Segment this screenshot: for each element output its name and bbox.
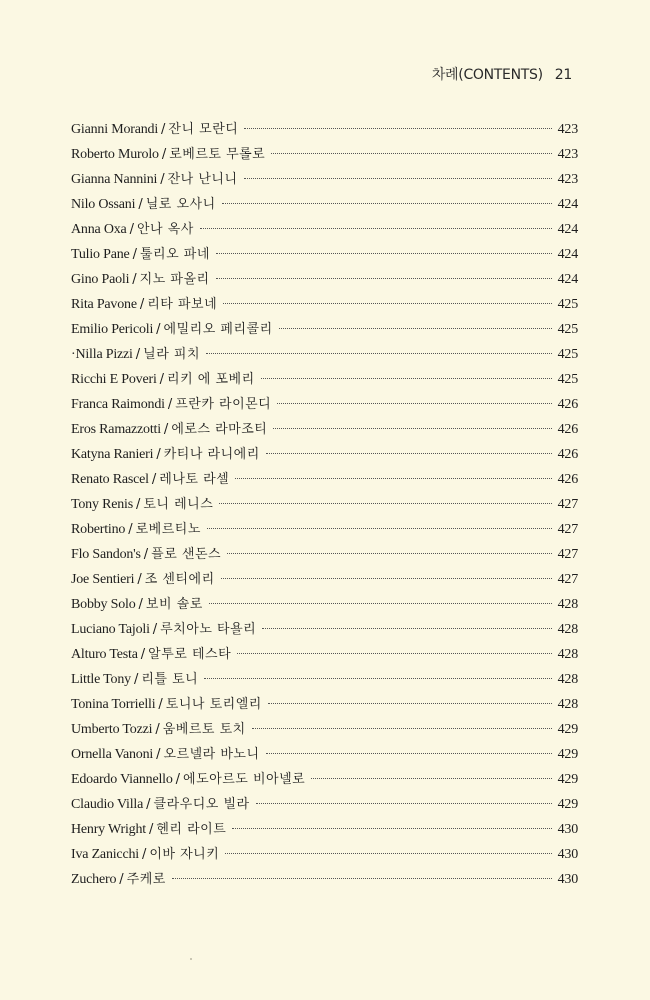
entry-page-number: 424 xyxy=(557,197,578,212)
entry-separator: / xyxy=(152,622,158,637)
entry-korean-name: 토니나 토리엘리 xyxy=(165,697,262,712)
entry-separator: / xyxy=(135,497,141,512)
entry-separator: / xyxy=(141,847,147,862)
entry-name: Renato Rascel xyxy=(71,472,149,487)
dot-leader xyxy=(262,628,552,629)
entry-korean-name: 에도아르도 비아넬로 xyxy=(183,772,306,787)
entry-separator: / xyxy=(138,197,143,212)
dot-leader xyxy=(216,253,552,254)
toc-entry xyxy=(71,267,578,292)
toc-entry xyxy=(71,792,578,817)
entry-page-number: 430 xyxy=(557,822,578,837)
entry-separator: / xyxy=(161,122,166,137)
toc-entry xyxy=(71,542,578,567)
entry-name: Franca Raimondi xyxy=(71,397,165,412)
entry-separator: / xyxy=(132,247,137,262)
entry-korean-name: 헨리 라이트 xyxy=(156,822,227,837)
toc-entry xyxy=(71,517,578,542)
entry-korean-name: 에로스 라마조티 xyxy=(171,422,268,437)
entry-korean-name: 잔나 난니니 xyxy=(167,172,238,187)
entry-separator: / xyxy=(148,822,154,837)
entry-korean-name: 지노 파올리 xyxy=(139,272,210,287)
entry-name: Robertino xyxy=(71,522,126,537)
paper-speck xyxy=(190,958,192,960)
dot-leader xyxy=(223,303,552,304)
toc-entry xyxy=(71,692,578,717)
entry-name: Umberto Tozzi xyxy=(71,722,153,737)
entry-separator: / xyxy=(132,272,137,287)
dot-leader xyxy=(268,703,552,704)
toc-entry xyxy=(71,467,578,492)
dot-leader xyxy=(261,378,552,379)
entry-separator: / xyxy=(138,597,143,612)
toc-entry xyxy=(71,667,578,692)
toc-entry xyxy=(71,842,578,867)
toc-entry xyxy=(71,292,578,317)
dot-leader xyxy=(209,603,552,604)
dot-leader xyxy=(221,578,552,579)
entry-korean-name: 토니 레니스 xyxy=(143,497,214,512)
table-of-contents xyxy=(71,117,578,892)
toc-entry xyxy=(71,167,578,192)
entry-page-number: 427 xyxy=(557,522,578,537)
entry-korean-name: 움베르토 토치 xyxy=(162,722,246,737)
entry-korean-name: 알투로 테스타 xyxy=(148,647,232,662)
entry-korean-name: 리틀 토니 xyxy=(141,672,199,687)
entry-name: Alturo Testa xyxy=(71,647,138,662)
entry-name: Luciano Tajoli xyxy=(71,622,150,637)
entry-korean-name: 클라우디오 빌라 xyxy=(153,797,250,812)
entry-name: Bobby Solo xyxy=(71,597,136,612)
entry-korean-name: 닐로 오사니 xyxy=(145,197,216,212)
entry-name: Gianna Nannini xyxy=(71,172,158,187)
dot-leader xyxy=(277,403,552,404)
entry-korean-name: 에밀리오 페리콜리 xyxy=(163,322,273,337)
entry-korean-name: 카티나 라니에리 xyxy=(163,447,260,462)
entry-separator: / xyxy=(163,422,169,437)
toc-entry xyxy=(71,392,578,417)
entry-page-number: 423 xyxy=(557,147,578,162)
dot-leader xyxy=(235,478,552,479)
entry-separator: / xyxy=(140,647,146,662)
toc-entry xyxy=(71,817,578,842)
entry-name: Anna Oxa xyxy=(71,222,127,237)
entry-separator: / xyxy=(158,697,163,712)
toc-entry xyxy=(71,492,578,517)
entry-name: Gianni Morandi xyxy=(71,122,159,137)
entry-page-number: 429 xyxy=(557,797,578,812)
entry-separator: / xyxy=(175,772,181,787)
dot-leader xyxy=(216,278,552,279)
toc-entry xyxy=(71,242,578,267)
entry-page-number: 429 xyxy=(557,772,578,787)
entry-page-number: 425 xyxy=(557,322,578,337)
entry-page-number: 428 xyxy=(557,672,578,687)
entry-korean-name: 툴리오 파네 xyxy=(139,247,210,262)
entry-korean-name: 이바 자니키 xyxy=(149,847,220,862)
entry-name: Joe Sentieri xyxy=(71,572,135,587)
entry-page-number: 430 xyxy=(557,847,578,862)
entry-korean-name: 리타 파보네 xyxy=(147,297,218,312)
dot-leader xyxy=(207,528,552,529)
entry-name: Edoardo Viannello xyxy=(71,772,173,787)
entry-page-number: 425 xyxy=(557,297,578,312)
dot-leader xyxy=(204,678,552,679)
entry-page-number: 427 xyxy=(557,497,578,512)
entry-separator: / xyxy=(143,547,149,562)
entry-name: Nilo Ossani xyxy=(71,197,136,212)
entry-separator: / xyxy=(156,747,161,762)
entry-name: Claudio Villa xyxy=(71,797,144,812)
dot-leader xyxy=(237,653,552,654)
entry-name: Ornella Vanoni xyxy=(71,747,154,762)
entry-page-number: 428 xyxy=(557,622,578,637)
entry-name: Rita Pavone xyxy=(71,297,137,312)
dot-leader xyxy=(256,803,552,804)
toc-entry xyxy=(71,867,578,892)
dot-leader xyxy=(232,828,552,829)
dot-leader xyxy=(311,778,552,779)
entry-korean-name: 리키 에 포베리 xyxy=(167,372,255,387)
entry-separator: / xyxy=(128,522,133,537)
entry-name: Henry Wright xyxy=(71,822,146,837)
dot-leader xyxy=(225,853,552,854)
toc-entry xyxy=(71,192,578,217)
entry-separator: / xyxy=(155,722,160,737)
entry-page-number: 423 xyxy=(557,172,578,187)
entry-separator: / xyxy=(167,397,173,412)
section-title: 차례(CONTENTS) xyxy=(431,67,543,83)
entry-page-number: 424 xyxy=(557,272,578,287)
entry-page-number: 426 xyxy=(557,447,578,462)
entry-page-number: 428 xyxy=(557,697,578,712)
dot-leader xyxy=(266,453,552,454)
toc-entry xyxy=(71,142,578,167)
entry-separator: / xyxy=(160,172,165,187)
dot-leader xyxy=(279,328,552,329)
toc-entry xyxy=(71,442,578,467)
entry-separator: / xyxy=(146,797,151,812)
entry-page-number: 428 xyxy=(557,597,578,612)
entry-separator: / xyxy=(129,222,134,237)
running-header xyxy=(432,64,572,84)
entry-name: Tulio Pane xyxy=(71,247,130,262)
toc-entry xyxy=(71,342,578,367)
entry-name: Gino Paoli xyxy=(71,272,130,287)
entry-name: Flo Sandon's xyxy=(71,547,141,562)
entry-page-number: 426 xyxy=(557,397,578,412)
entry-name: Zuchero xyxy=(71,872,117,887)
dot-leader xyxy=(206,353,552,354)
entry-page-number: 424 xyxy=(557,222,578,237)
toc-entry xyxy=(71,717,578,742)
toc-entry xyxy=(71,617,578,642)
entry-separator: / xyxy=(161,147,167,162)
entry-korean-name: 로베르토 무롤로 xyxy=(169,147,266,162)
dot-leader xyxy=(252,728,552,729)
dot-leader xyxy=(273,428,552,429)
entry-page-number: 425 xyxy=(557,347,578,362)
dot-leader xyxy=(172,878,552,879)
entry-korean-name: 로베르티노 xyxy=(135,522,201,537)
entry-korean-name: 안나 옥사 xyxy=(136,222,194,237)
entry-page-number: 426 xyxy=(557,422,578,437)
toc-entry xyxy=(71,642,578,667)
entry-korean-name: 닐라 피치 xyxy=(143,347,201,362)
entry-name: ·Nilla Pizzi xyxy=(71,347,133,362)
entry-separator: / xyxy=(159,372,165,387)
page-number: 21 xyxy=(554,67,572,83)
entry-separator: / xyxy=(135,347,141,362)
entry-page-number: 424 xyxy=(557,247,578,262)
entry-korean-name: 프란카 라이몬디 xyxy=(175,397,272,412)
entry-page-number: 429 xyxy=(557,722,578,737)
dot-leader xyxy=(244,178,552,179)
dot-leader xyxy=(222,203,552,204)
dot-leader xyxy=(271,153,552,154)
entry-name: Tony Renis xyxy=(71,497,133,512)
entry-korean-name: 주케로 xyxy=(126,872,166,887)
entry-page-number: 427 xyxy=(557,547,578,562)
entry-separator: / xyxy=(137,572,142,587)
toc-entry xyxy=(71,767,578,792)
entry-name: Roberto Murolo xyxy=(71,147,159,162)
toc-entry xyxy=(71,592,578,617)
dot-leader xyxy=(200,228,552,229)
entry-page-number: 430 xyxy=(557,872,578,887)
entry-name: Ricchi E Poveri xyxy=(71,372,157,387)
dot-leader xyxy=(266,753,552,754)
entry-separator: / xyxy=(156,447,161,462)
toc-entry xyxy=(71,217,578,242)
toc-entry xyxy=(71,367,578,392)
entry-korean-name: 보비 솔로 xyxy=(145,597,203,612)
entry-korean-name: 잔니 모란디 xyxy=(168,122,239,137)
toc-entry xyxy=(71,417,578,442)
dot-leader xyxy=(227,553,552,554)
entry-name: Tonina Torrielli xyxy=(71,697,156,712)
entry-korean-name: 레나토 라셀 xyxy=(159,472,230,487)
entry-name: Emilio Pericoli xyxy=(71,322,154,337)
entry-korean-name: 조 센티에리 xyxy=(144,572,215,587)
toc-entry xyxy=(71,317,578,342)
entry-name: Iva Zanicchi xyxy=(71,847,139,862)
entry-page-number: 427 xyxy=(557,572,578,587)
entry-korean-name: 플로 샌돈스 xyxy=(151,547,222,562)
entry-separator: / xyxy=(139,297,145,312)
entry-separator: / xyxy=(151,472,157,487)
entry-page-number: 429 xyxy=(557,747,578,762)
entry-page-number: 425 xyxy=(557,372,578,387)
entry-korean-name: 오르넬라 바노니 xyxy=(163,747,260,762)
entry-separator: / xyxy=(133,672,139,687)
dot-leader xyxy=(219,503,552,504)
dot-leader xyxy=(244,128,552,129)
toc-entry xyxy=(71,567,578,592)
toc-entry xyxy=(71,742,578,767)
entry-separator: / xyxy=(119,872,124,887)
entry-name: Little Tony xyxy=(71,672,131,687)
entry-korean-name: 루치아노 타욜리 xyxy=(160,622,257,637)
entry-separator: / xyxy=(156,322,161,337)
entry-name: Katyna Ranieri xyxy=(71,447,154,462)
entry-page-number: 426 xyxy=(557,472,578,487)
entry-page-number: 423 xyxy=(557,122,578,137)
entry-name: Eros Ramazzotti xyxy=(71,422,161,437)
entry-page-number: 428 xyxy=(557,647,578,662)
toc-entry xyxy=(71,117,578,142)
